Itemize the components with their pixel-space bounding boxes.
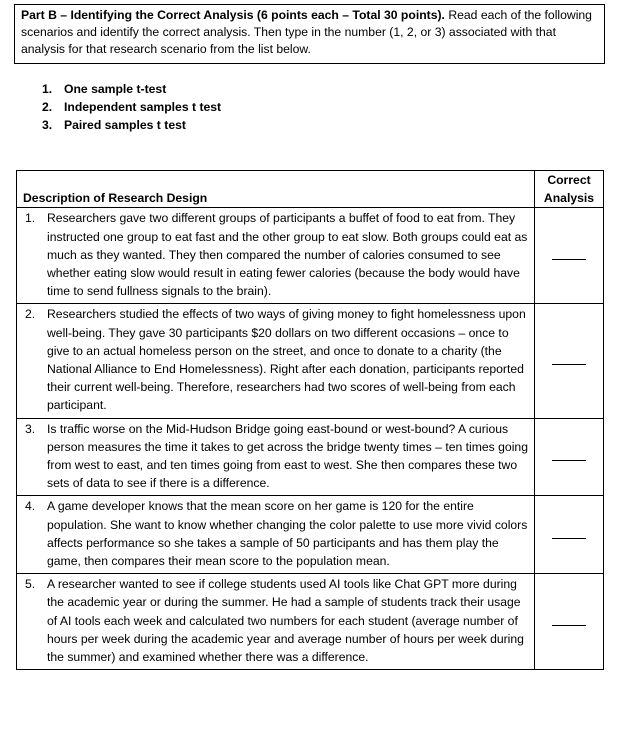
instructions-text: Read each of the following scenarios and identify the correct analysis. Then type in the number (1, 2, or 3) associated with that analysis for that research scenario from the list below. <box>21 8 592 56</box>
answer-cell[interactable] <box>535 574 604 670</box>
description-header: Description of Research Design <box>17 171 535 208</box>
scenario-cell <box>17 496 535 574</box>
option-label: One sample t-test <box>64 82 167 96</box>
answer-blank[interactable] <box>552 460 586 461</box>
option-number: 1. <box>42 82 53 96</box>
option-label: Paired samples t test <box>64 118 186 132</box>
analysis-options-list <box>42 80 221 134</box>
scenario-cell <box>17 418 535 496</box>
answer-cell[interactable] <box>535 208 604 304</box>
option-label: Independent samples t test <box>64 100 222 114</box>
scenario-number: 4. <box>25 499 36 514</box>
scenario-number: 2. <box>25 307 36 322</box>
answer-blank[interactable] <box>552 538 586 539</box>
option-number: 2. <box>42 100 53 114</box>
scenario-text: Researchers studied the effects of two ways of giving money to fight homelessness upon well-being. They gave 30 participants $20 dollars on two different occasions – once to give to an actual homeless person on the street, and once to donate to a charity (the National Alliance to End Homelessness). Right after each donation, participants reported their current well-being. Therefore, researchers had two scores of well-being from each participant. <box>47 307 526 413</box>
scenario-number: 5. <box>25 577 36 592</box>
answer-blank[interactable] <box>552 259 586 260</box>
table-row <box>17 418 604 496</box>
scenario-cell <box>17 208 535 304</box>
option-number: 3. <box>42 118 53 132</box>
scenario-text: A researcher wanted to see if college students used AI tools like Chat GPT more during the academic year or during the summer. He had a sample of students track their usage of AI tools each week and calculated two numbers for each student (average number of hours per week during the academic year and average number of hours per week during the summer) and examined whether there was a difference. <box>47 577 524 665</box>
header-line-2: Analysis <box>543 191 595 206</box>
correct-analysis-header <box>535 171 604 208</box>
table-row <box>17 304 604 418</box>
research-design-table <box>16 170 604 670</box>
answer-blank[interactable] <box>552 625 586 626</box>
scenario-cell <box>17 574 535 670</box>
scenario-text: A game developer knows that the mean score on her game is 120 for the entire population. She want to know whether changing the color palette to use more vivid colors affects performance so she takes a sample of 50 participants and has them play the game, then compares their mean score to the population mean. <box>47 499 528 569</box>
answer-cell[interactable] <box>535 304 604 418</box>
scenario-cell <box>17 304 535 418</box>
scenario-number: 1. <box>25 211 36 226</box>
scenario-text: Is traffic worse on the Mid-Hudson Bridge going east-bound or west-bound? A curious person measures the time it takes to get across the bridge twenty times – ten times going from west to east, and ten times going from east to west. She then compares these two sets of data to see if there is a difference. <box>47 421 528 491</box>
instructions-title: Part B – Identifying the Correct Analysis (6 points each – Total 30 points). <box>21 8 445 22</box>
table-row <box>17 574 604 670</box>
answer-cell[interactable] <box>535 496 604 574</box>
instructions-box <box>14 4 605 64</box>
scenario-text: Researchers gave two different groups of participants a buffet of food to eat from. They instructed one group to eat fast and the other group to eat slow. Both groups could eat as much as they wanted. They then compared the number of calories consumed to see whether eating slow would result in eating fewer calories (because the body would have time to send fullness signals to the brain). <box>47 211 528 299</box>
header-line-1: Correct <box>547 173 591 187</box>
table-header-row <box>17 171 604 208</box>
table-row <box>17 496 604 574</box>
answer-blank[interactable] <box>552 364 586 365</box>
option-item <box>42 98 221 116</box>
answer-cell[interactable] <box>535 418 604 496</box>
table-row <box>17 208 604 304</box>
scenario-number: 3. <box>25 421 36 436</box>
option-item <box>42 80 221 98</box>
option-item <box>42 116 221 134</box>
